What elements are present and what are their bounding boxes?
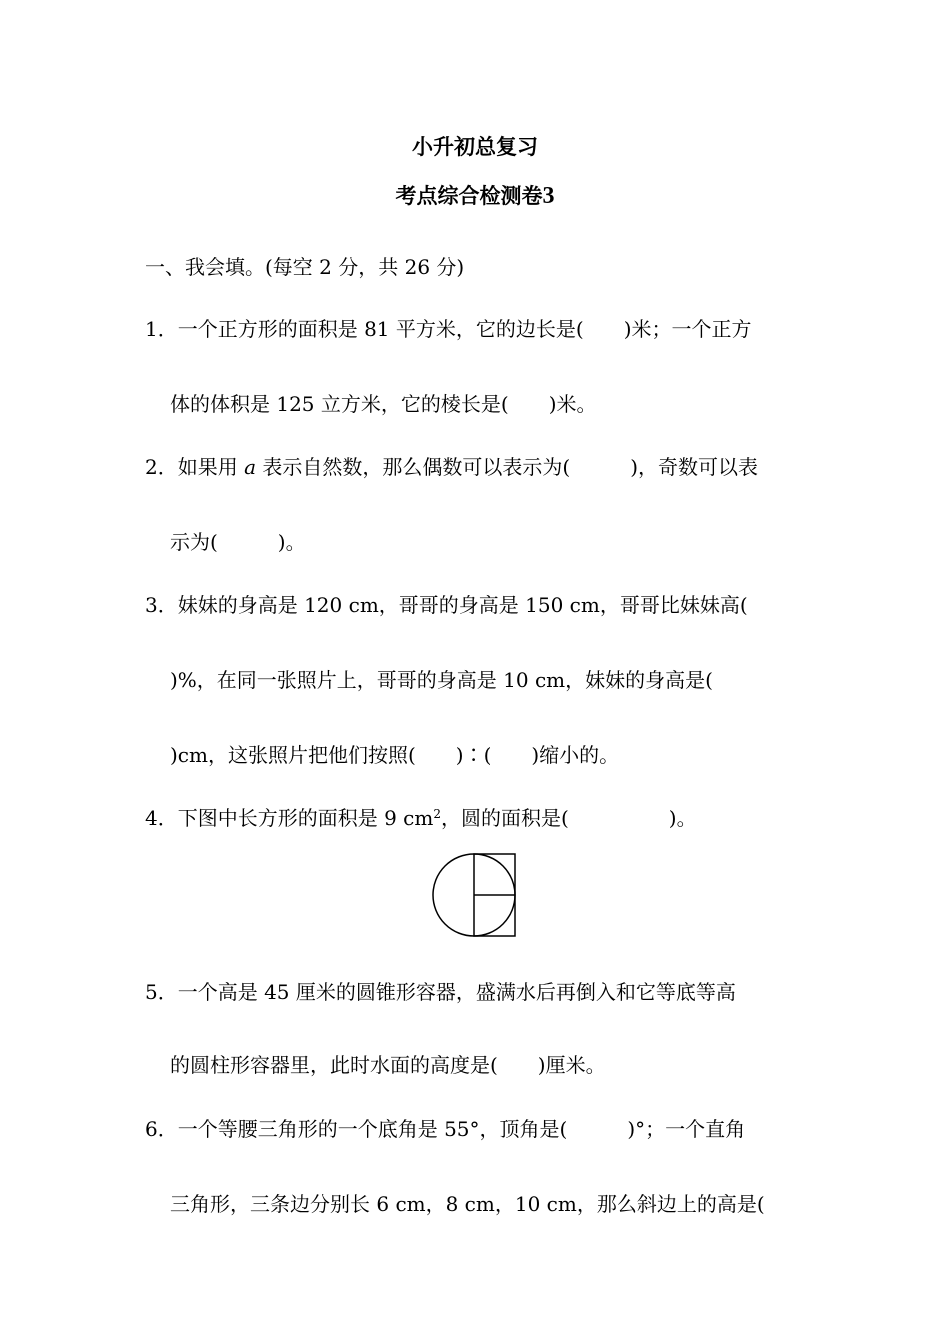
subtitle-number: 3 [542, 183, 555, 209]
question-4-text-b: ，圆的面积是( )。 [440, 806, 697, 830]
question-2-text-b: 表示自然数，那么偶数可以表示为( )，奇数可以表 [256, 455, 758, 479]
question-1-line-1: 1．一个正方形的面积是 81 平方米，它的边长是( )米；一个正方 [145, 317, 752, 341]
question-3-line-2: )%，在同一张照片上，哥哥的身高是 10 cm，妹妹的身高是( [170, 668, 713, 692]
question-6-line-2: 三角形，三条边分别长 6 cm，8 cm，10 cm，那么斜边上的高是( [170, 1192, 765, 1216]
subtitle-text: 考点综合检测卷 [395, 184, 543, 208]
question-3-line-1: 3．妹妹的身高是 120 cm，哥哥的身高是 150 cm，哥哥比妹妹高( [145, 593, 748, 617]
question-5-line-2: 的圆柱形容器里，此时水面的高度是( )厘米。 [170, 1053, 606, 1077]
variable-a: a [244, 455, 257, 479]
question-1-line-2: 体的体积是 125 立方米，它的棱长是( )米。 [170, 392, 597, 416]
question-2-line-2: 示为( )。 [170, 530, 306, 554]
question-2-line-1 [145, 455, 758, 479]
question-5-line-1: 5．一个高是 45 厘米的圆锥形容器，盛满水后再倒入和它等底等高 [145, 980, 736, 1004]
page-title: 小升初总复习 [412, 135, 538, 159]
circle-rectangle-figure [430, 852, 520, 940]
question-4-line-1 [145, 806, 697, 830]
superscript-2: 2 [433, 807, 441, 821]
question-4-text-a: 4．下图中长方形的面积是 9 cm [145, 806, 434, 830]
page-subtitle [0, 180, 950, 210]
section-heading: 一、我会填。(每空 2 分，共 26 分) [145, 255, 465, 279]
question-2-text-a: 2．如果用 [145, 455, 245, 479]
question-6-line-1: 6．一个等腰三角形的一个底角是 55°，顶角是( )°；一个直角 [145, 1117, 746, 1141]
question-3-line-3: )cm，这张照片把他们按照( )∶( )缩小的。 [170, 743, 620, 767]
